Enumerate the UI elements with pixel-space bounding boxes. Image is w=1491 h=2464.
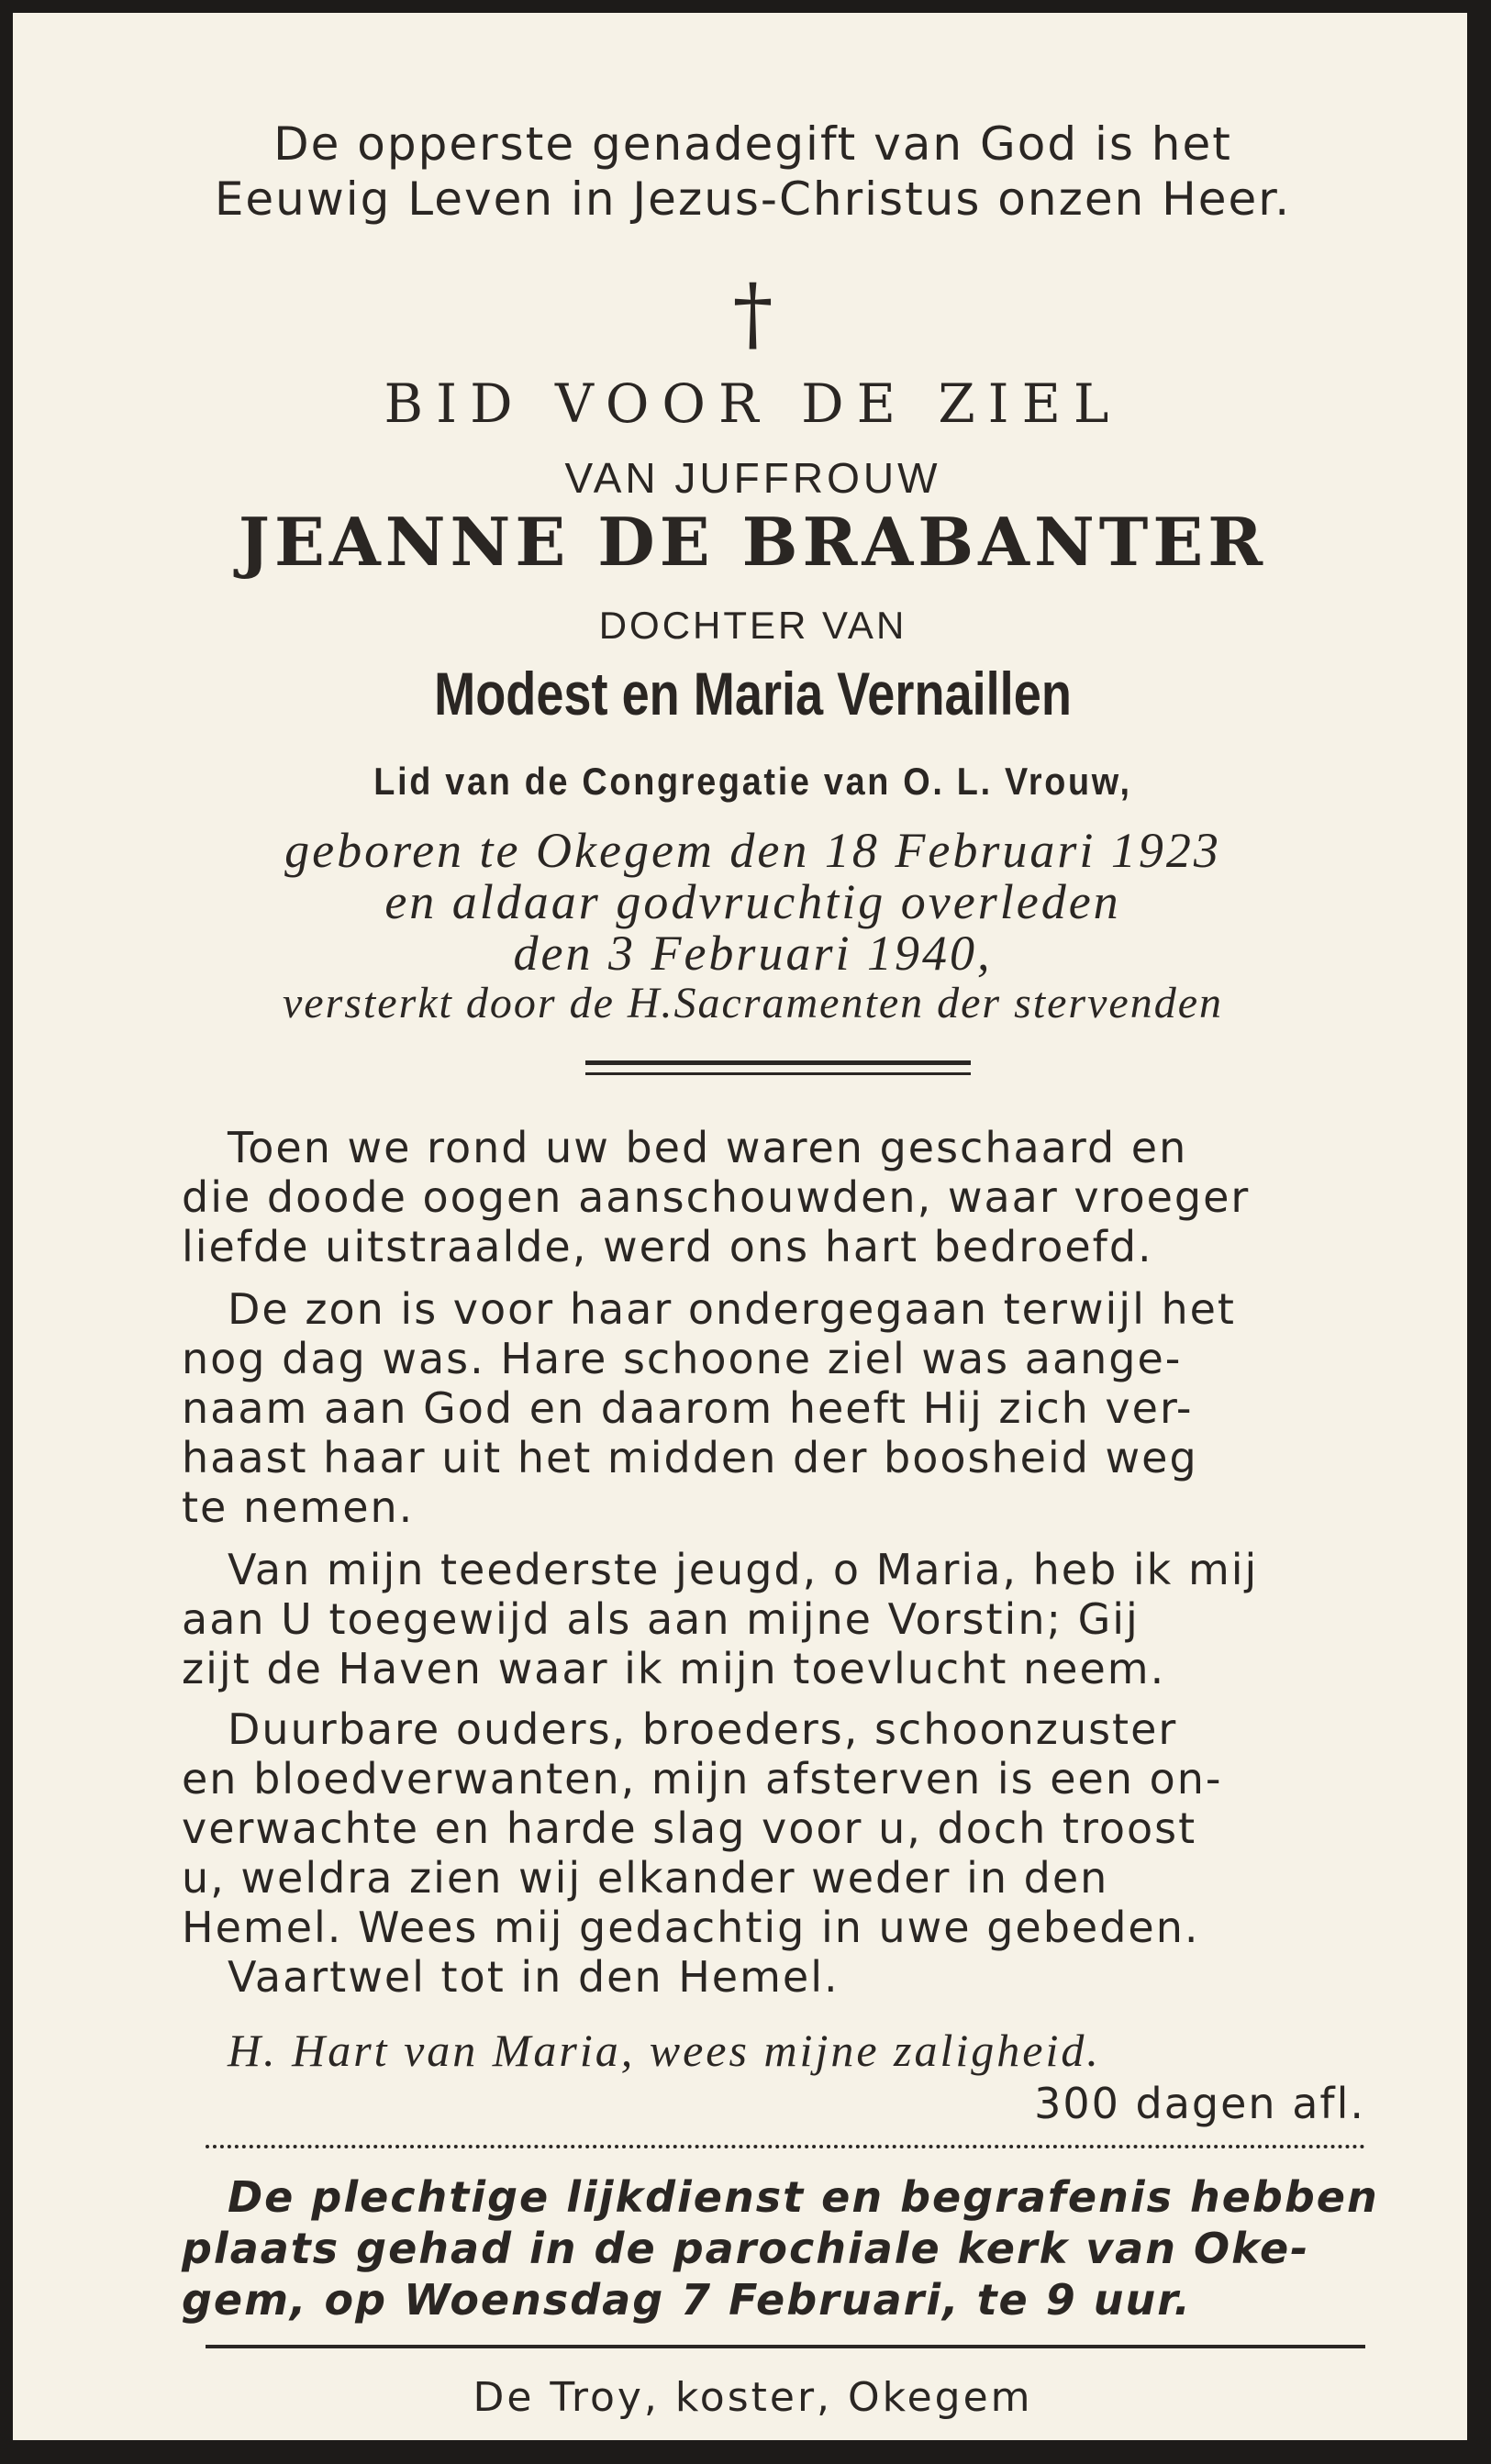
motto-line [182,2024,1365,2077]
divider-top [585,1060,971,1065]
divider-bottom [585,1072,971,1075]
birth-line: geboren te Okegem den 18 Februari 1923 [284,823,1221,878]
daughter-of-line: DOCHTER VAN [598,604,907,647]
text-segment: te nemen. [182,1482,415,1532]
text-segment: Van mijn teederste jeugd, o Maria, heb ik mij [228,1545,1259,1594]
paragraph-2-line-1 [182,1284,1365,1334]
paragraph-3-line-1 [182,1545,1365,1594]
paragraph-1-line-1 [182,1123,1365,1172]
paragraph-3-line-2 [182,1594,1365,1644]
paragraph-1-line-3 [182,1222,1365,1271]
deceased-name: JEANNE DE BRABANTER [238,503,1268,581]
printer-credit: De Troy, koster, Okegem [473,2374,1033,2421]
text-segment: Duurbare ouders, broeders, schoonzuster [228,1704,1178,1754]
text-segment: zijt de Haven waar ik mijn toevlucht neem. [182,1644,1166,1693]
prayer-heading: BID VOOR DE ZIEL [384,372,1122,435]
funeral-line-3 [182,2275,1365,2325]
text-segment: aan U toegewijd als aan mijne Vorstin; Gij [182,1594,1140,1644]
death-line: en aldaar godvruchtig overleden [384,874,1121,929]
text-segment: liefde uitstraalde, werd ons hart bedroefd. [182,1222,1153,1271]
opening-quote-line-1: De opperste genadegift van God is het [273,117,1232,171]
cross-symbol: † [732,266,773,361]
text-segment: De zon is voor haar ondergegaan terwijl het [228,1284,1236,1334]
bottom-divider [206,2345,1365,2348]
text-segment: Vaartwel tot in den Hemel. [228,1952,840,2002]
opening-quote-line-2: Eeuwig Leven in Jezus-Christus onzen Heer. [214,172,1292,226]
text-segment: 300 dagen afl. [1034,2079,1365,2128]
title-line: VAN JUFFROUW [564,454,941,502]
funeral-line-1 [182,2172,1379,2222]
paragraph-2-line-3 [182,1383,1365,1433]
membership-line: Lid van de Congregatie van O. L. Vrouw, [373,760,1132,803]
text-segment: plaats gehad in de parochiale kerk van Oke- [182,2224,1310,2273]
paragraph-1-line-2 [182,1172,1365,1222]
death-date-line: den 3 Februari 1940, [513,926,993,981]
sacraments-line: versterkt door de H.Sacramenten der stervenden [282,979,1224,1027]
parents-names: Modest en Maria Vernaillen [434,660,1072,727]
paragraph-4-line-4 [182,1853,1365,1903]
paragraph-4-line-1 [182,1704,1365,1754]
text-segment: en bloedverwanten, mijn afsterven is een on- [182,1754,1223,1804]
dotted-divider [206,2145,1365,2148]
text-segment: verwachte en harde slag voor u, doch troost [182,1804,1197,1853]
text-segment: De plechtige lijkdienst en begrafenis hebben [228,2172,1379,2222]
text-segment: Hemel. Wees mij gedachtig in uwe gebeden. [182,1903,1200,1952]
paragraph-4-line-2 [182,1754,1365,1804]
text-segment: haast haar uit het midden der boosheid weg [182,1433,1198,1482]
paragraph-4-line-6 [182,1952,1365,2002]
funeral-line-2 [182,2224,1365,2273]
paragraph-2-line-2 [182,1334,1365,1383]
text-segment: H. Hart van Maria, wees mijne zaligheid. [228,2025,1101,2076]
text-segment: u, weldra zien wij elkander weder in den [182,1853,1109,1903]
text-segment: nog dag was. Hare schoone ziel was aange- [182,1334,1183,1383]
card-content [26,26,1480,2453]
paragraph-2-line-5 [182,1482,1365,1532]
paragraph-2-line-4 [182,1433,1365,1482]
paragraph-4-line-5 [182,1903,1365,1952]
text-segment: gem, op Woensdag 7 Februari, te 9 uur. [182,2275,1192,2325]
text-segment: die doode oogen aanschouwden, waar vroeger [182,1172,1251,1222]
text-segment: naam aan God en daarom heeft Hij zich ver- [182,1383,1194,1433]
paragraph-4-line-3 [182,1804,1365,1853]
text-segment: Toen we rond uw bed waren geschaard en [228,1123,1188,1172]
paragraph-3-line-3 [182,1644,1365,1693]
indulgence-line [182,2079,1365,2128]
